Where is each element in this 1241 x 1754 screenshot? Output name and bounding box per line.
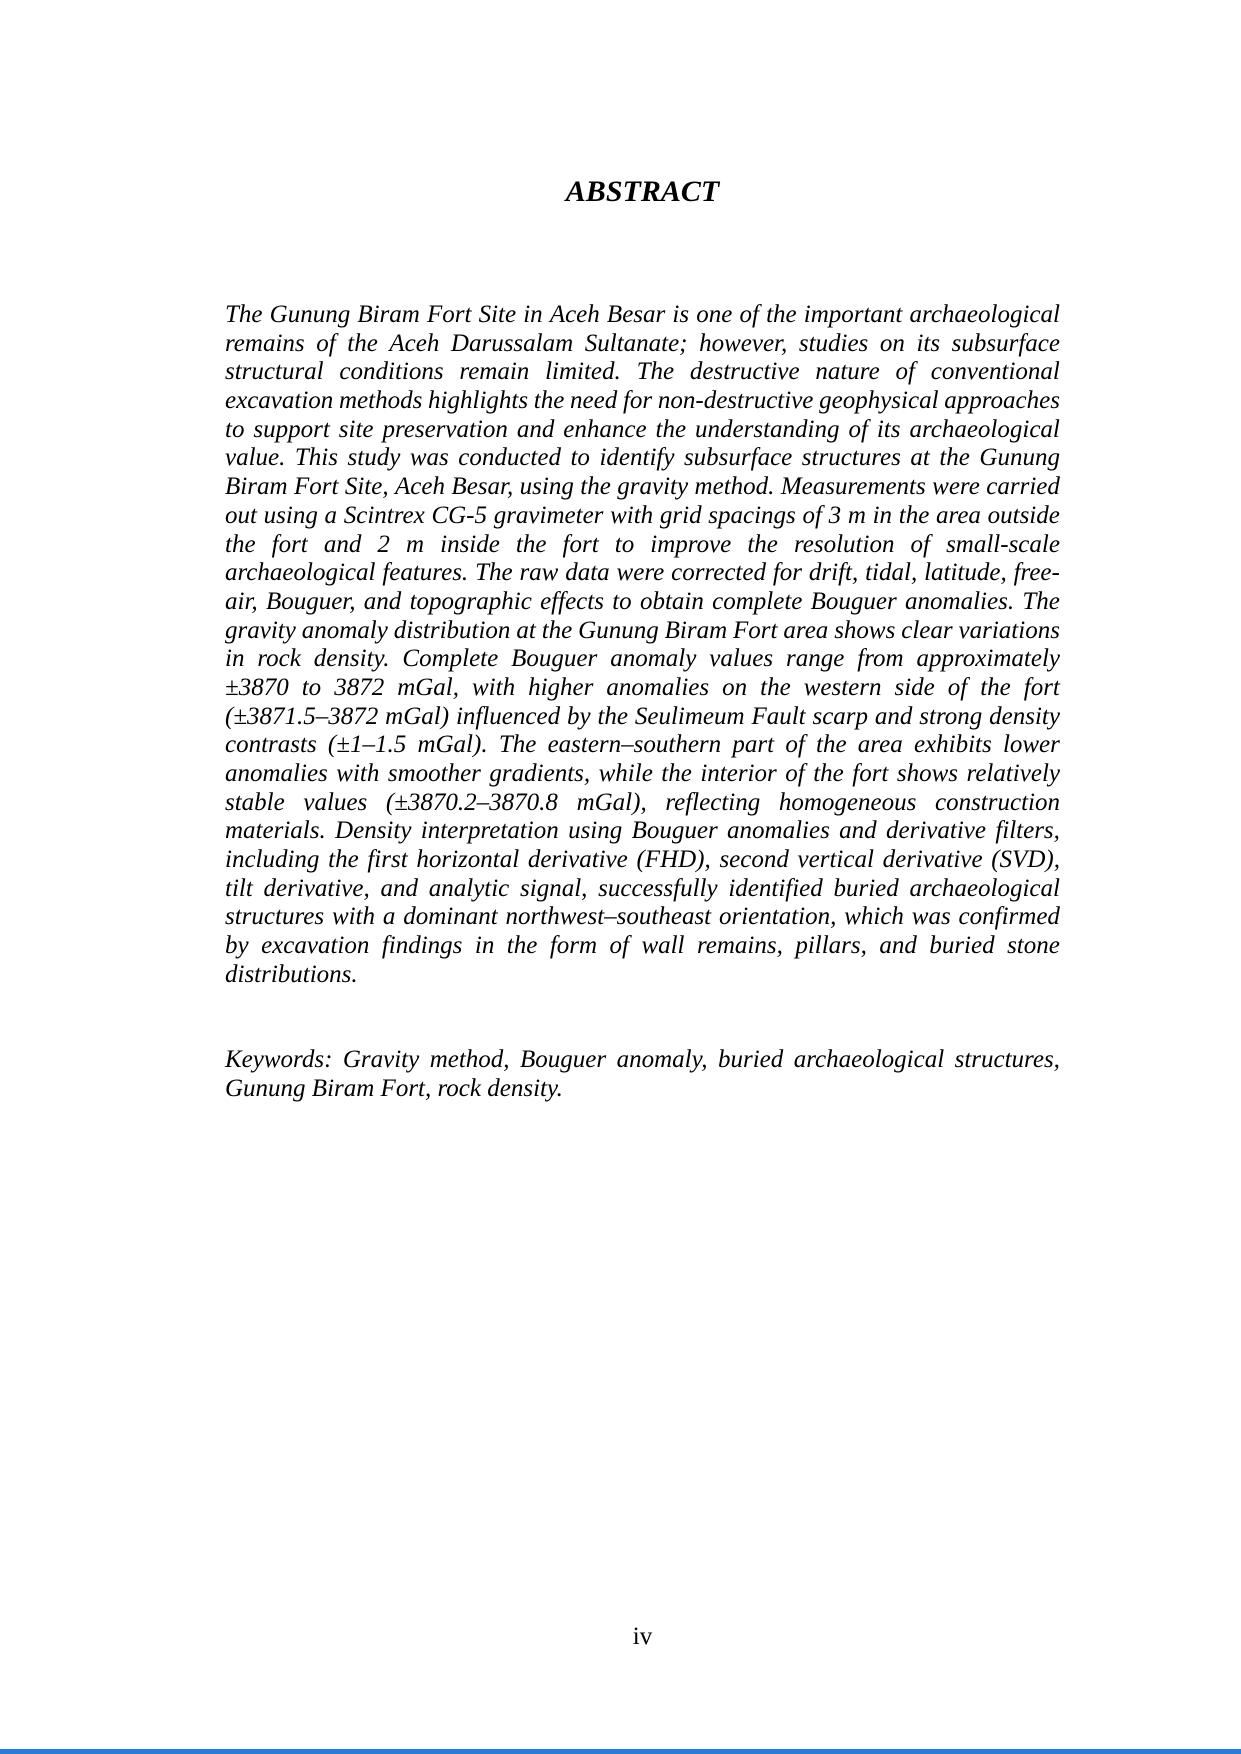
text-line: Gunung Biram Fort, rock density. — [225, 1074, 563, 1102]
text-line: contrasts (±1–1.5 mGal). The eastern–southern part of the area exhibits lower — [225, 731, 1060, 759]
text-line: anomalies with smoother gradients, while the interior of the fort shows relatively — [225, 760, 1060, 787]
text-line: distributions. — [225, 960, 358, 988]
text-line: excavation methods highlights the need for non-destructive geophysical approaches — [225, 387, 1060, 415]
text-line: ±3870 to 3872 mGal, with higher anomalies on the western side of the fort — [225, 673, 1060, 701]
text-line: remains of the Aceh Darussalam Sultanate; however, studies on its subsurface — [225, 329, 1060, 357]
text-line: gravity anomaly distribution at the Gunung Biram Fort area shows clear variations — [225, 616, 1060, 644]
text-line: archaeological features. The raw data were corrected for drift, tidal, latitude, free- — [225, 559, 1060, 587]
text-line: to support site preservation and enhance the understanding of its archaeological — [225, 415, 1060, 443]
text-line: structural conditions remain limited. The destructive nature of conventional — [225, 358, 1060, 386]
text-line: value. This study was conducted to identify subsurface structures at the Gunung — [225, 444, 1060, 472]
page-number: iv — [632, 1623, 653, 1650]
text-line: Biram Fort Site, Aceh Besar, using the gravity method. Measurements were carried — [225, 473, 1060, 501]
text-line: including the first horizontal derivative (FHD), second vertical derivative (SVD), — [225, 846, 1060, 874]
text-line: The Gunung Biram Fort Site in Aceh Besar is one of the important archaeological — [225, 301, 1060, 328]
text-line: tilt derivative, and analytic signal, successfully identified buried archaeological — [225, 874, 1060, 902]
text-line: Keywords: Gravity method, Bouguer anomaly, buried archaeological structures, — [225, 1046, 1060, 1073]
text-line: by excavation findings in the form of wall remains, pillars, and buried stone — [225, 932, 1060, 960]
text-line: out using a Scintrex CG-5 gravimeter with grid spacings of 3 m in the area outside — [225, 501, 1060, 529]
text-line: air, Bouguer, and topographic effects to obtain complete Bouguer anomalies. The — [225, 587, 1060, 615]
keywords-paragraph — [225, 1046, 1060, 1103]
text-line: in rock density. Complete Bouguer anomaly values range from approximately — [225, 645, 1060, 673]
abstract-paragraph — [225, 301, 1060, 990]
bottom-edge-bar — [0, 1749, 1241, 1754]
page-title: ABSTRACT — [565, 175, 720, 208]
text-line: materials. Density interpretation using Bouguer anomalies and derivative filters, — [225, 817, 1060, 845]
text-line: (±3871.5–3872 mGal) influenced by the Seulimeum Fault scarp and strong density — [225, 702, 1060, 730]
text-line: structures with a dominant northwest–southeast orientation, which was confirmed — [225, 903, 1060, 931]
text-line: stable values (±3870.2–3870.8 mGal), reflecting homogeneous construction — [225, 788, 1060, 816]
text-line: the fort and 2 m inside the fort to improve the resolution of small-scale — [225, 530, 1060, 558]
